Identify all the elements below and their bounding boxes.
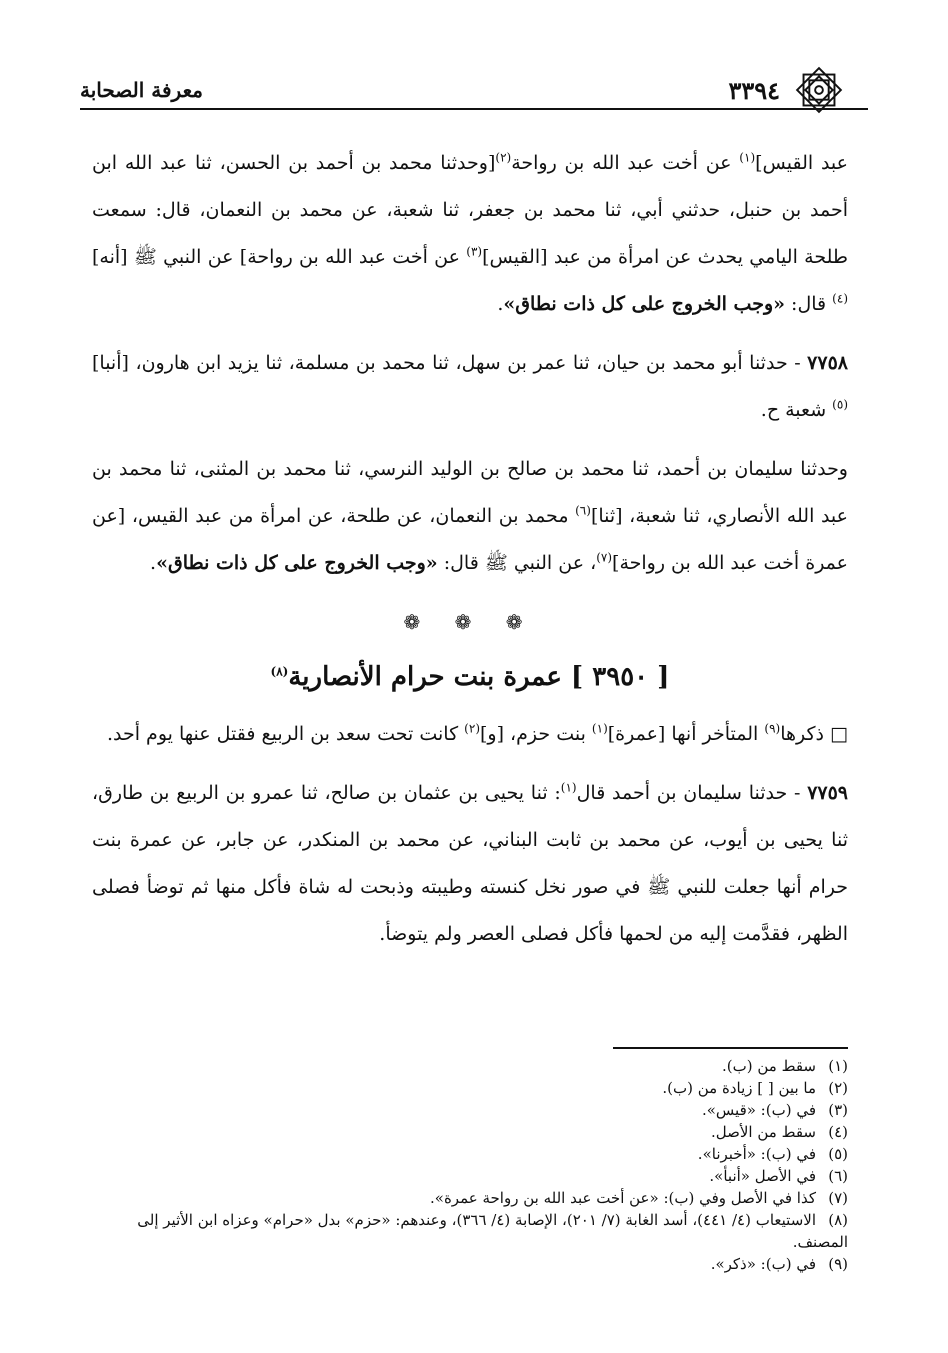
footnote-number: (٣) xyxy=(828,1101,848,1119)
header-rule xyxy=(80,108,868,110)
text-segment: . xyxy=(497,293,504,315)
footnote-ref: (٦) xyxy=(575,503,591,518)
paragraph xyxy=(92,140,848,328)
text-segment: عبد القيس] xyxy=(755,152,849,174)
text-segment: [وحدثنا محمد بن أحمد بن الحسن، ثنا عبد الله ابن أحمد بن حنبل، حدثني أبي، ثنا محمد بن جعفر، ثنا شعبة، عن محمد بن النعمان، قال: سمعت طلحة اليامي يحدث عن امرأة من عبد [القيس] xyxy=(92,152,848,268)
paragraph xyxy=(92,711,848,758)
footnote-text: في الأصل «أنبأ». xyxy=(709,1167,816,1185)
text-segment: . xyxy=(150,552,157,574)
footnote-ref: (١) xyxy=(739,150,756,165)
text-segment: ، عن النبي ﷺ قال: xyxy=(437,552,597,574)
footnote-text: كذا في الأصل وفي (ب): «عن أخت عبد الله بن رواحة عمرة». xyxy=(430,1189,816,1207)
page-number-group xyxy=(728,61,848,119)
paragraph-group-2 xyxy=(92,711,848,958)
footnote-item xyxy=(80,1121,848,1143)
section-heading-note: (٨) xyxy=(270,664,289,679)
footnote-ref: (٩) xyxy=(764,721,781,736)
text-segment: عن أخت عبد الله بن رواحة] عن النبي ﷺ [أنه] xyxy=(92,246,467,268)
text-segment: قال: xyxy=(785,293,833,315)
text-segment: ٧٧٥٩ xyxy=(807,782,849,804)
footnote-item xyxy=(80,1055,848,1077)
footnote-item xyxy=(80,1209,848,1253)
footnote-item xyxy=(80,1099,848,1121)
footnote-item xyxy=(80,1165,848,1187)
text-segment: : ثنا يحيى بن عثمان بن صالح، ثنا عمرو بن الربيع بن طارق، ثنا يحيى بن أيوب، عن محمد بن ثابت البناني، عن محمد بن المنكدر، عن جابر، عن عمرة بنت حرام أنها جعلت للنبي ﷺ في صور نخل كنسته وطيبته وذبحت له شاة فأكل منها ثم توضأ فصلى الظهر، فقدَّمت إليه من لحمها فأكل فصلى العصر ولم يتوضأ. xyxy=(92,782,848,945)
section-separator: ❁ ❁ ❁ xyxy=(403,610,537,634)
text-segment: بنت حزم، [و] xyxy=(480,723,592,745)
footnote-ref: (٥) xyxy=(832,397,848,412)
footnote-ref: (١) xyxy=(560,780,577,795)
footnote-ref: (١) xyxy=(591,721,608,736)
text-segment: «وجب الخروج على كل ذات نطاق» xyxy=(503,293,785,315)
footnote-text: سقط من الأصل. xyxy=(711,1123,816,1141)
footnote-rule xyxy=(613,1047,848,1049)
section-heading-text: [ ٣٩٥٠ ] عمرة بنت حرام الأنصارية xyxy=(288,662,670,692)
footnote-number: (٧) xyxy=(828,1189,848,1207)
footnote-text: ما بين [ ] زيادة من (ب). xyxy=(662,1079,816,1097)
page-header xyxy=(80,70,848,110)
footnote-text: الاستيعاب (٤/ ٤٤١)، أسد الغابة (٧/ ٢٠١)، الإصابة (٤/ ٣٦٦)، وعندهم: «حزم» بدل «حرام» وعزاه ابن الأثير إلى المصنف. xyxy=(137,1211,848,1251)
footnote-item xyxy=(80,1077,848,1099)
footnote-number: (٤) xyxy=(828,1123,848,1141)
paragraph xyxy=(92,770,848,958)
text-segment: ٧٧٥٨ xyxy=(807,352,848,374)
footnote-text: في (ب): «أخبرنا». xyxy=(697,1145,816,1163)
paragraph-group-1 xyxy=(92,140,848,587)
footnote-text: في (ب): «ذكر». xyxy=(710,1255,816,1273)
footnote-ref: (٢) xyxy=(464,721,480,736)
text-segment: المتأخر أنها [عمرة] xyxy=(607,723,765,745)
footnote-item xyxy=(80,1187,848,1209)
footnote-number: (١) xyxy=(828,1057,848,1075)
text-segment: كانت تحت سعد بن الربيع فقتل عنها يوم أحد. xyxy=(106,723,465,745)
section-heading xyxy=(92,654,848,701)
text-segment: - حدثنا سليمان بن أحمد قال xyxy=(576,782,808,804)
footnote-ref: (٣) xyxy=(466,244,483,259)
footnote-item xyxy=(80,1253,848,1275)
text-segment: شعبة ح. xyxy=(760,399,833,421)
main-text xyxy=(92,140,848,970)
text-segment: «وجب الخروج على كل ذات نطاق» xyxy=(156,552,438,574)
paragraph xyxy=(92,446,848,587)
ornament-star-icon xyxy=(790,61,848,119)
footnote-number: (٩) xyxy=(828,1255,848,1273)
text-segment: - حدثنا أبو محمد بن حيان، ثنا عمر بن سهل، ثنا محمد بن مسلمة، ثنا يزيد ابن هارون، [أنبا] xyxy=(92,352,808,374)
page-number: ٣٣٩٤ xyxy=(728,75,780,105)
footnote-number: (٢) xyxy=(828,1079,848,1097)
footnote-text: سقط من (ب). xyxy=(722,1057,816,1075)
footnote-ref: (٢) xyxy=(495,150,512,165)
footnote-number: (٨) xyxy=(828,1211,848,1229)
text-segment: □ ذكرها xyxy=(780,723,848,745)
footnote-item xyxy=(80,1143,848,1165)
text-segment: محمد بن النعمان، عن طلحة، عن امرأة من عبد القيس، [عن عمرة أخت عبد الله بن رواحة] xyxy=(92,505,848,574)
footnote-number: (٦) xyxy=(828,1167,848,1185)
footnote-ref: (٤) xyxy=(832,291,848,306)
footnote-number: (٥) xyxy=(828,1145,848,1163)
text-segment: وحدثنا سليمان بن أحمد، ثنا محمد بن صالح بن الوليد النرسي، ثنا محمد بن المثنى، ثنا محمد بن عبد الله الأنصاري، ثنا شعبة، [ثنا] xyxy=(92,458,848,527)
paragraph xyxy=(92,340,848,434)
footnote-ref: (٧) xyxy=(596,550,613,565)
footnotes xyxy=(80,1055,848,1275)
footnote-text: في (ب): «قيس». xyxy=(701,1101,816,1119)
text-segment: عن أخت عبد الله بن رواحة xyxy=(511,152,740,174)
book-title: معرفة الصحابة xyxy=(80,78,203,102)
